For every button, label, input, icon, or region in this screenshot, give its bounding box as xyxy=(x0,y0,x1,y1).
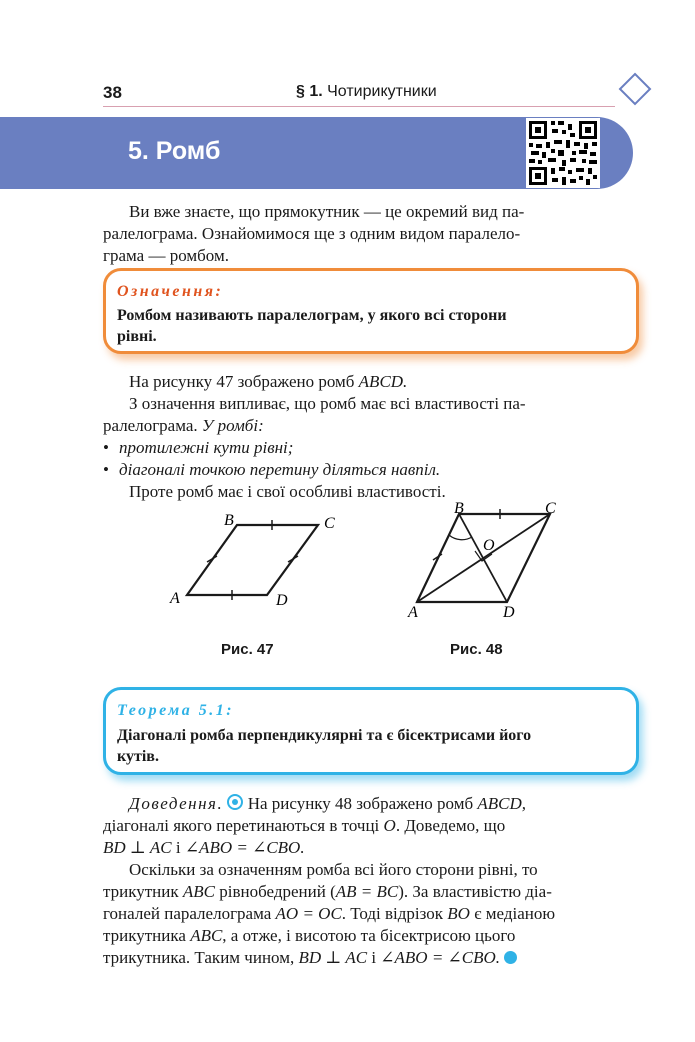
p2-l5-b: і xyxy=(367,948,381,967)
theorem-line-2: кутів. xyxy=(117,748,159,765)
proof-line-1-text: На рисунку 48 зображено ромб xyxy=(243,794,478,813)
running-head xyxy=(296,83,437,101)
definition-text xyxy=(117,305,627,347)
fig47-label-a: A xyxy=(170,590,180,607)
proof-line-3-math-2: ∠ABO = ∠CBO. xyxy=(184,838,305,857)
properties-paragraph xyxy=(103,371,639,503)
p2-l2-c: ). За властивістю діа- xyxy=(398,882,552,901)
diamond-icon xyxy=(618,72,652,106)
properties-line-1-text: На рисунку 47 зображено ромб xyxy=(129,372,359,391)
properties-line-end: Проте ромб має і свої особливі властивості. xyxy=(129,482,446,501)
bullet-item xyxy=(103,459,639,481)
p2-l5-m1: BD ⊥ AC xyxy=(298,948,368,967)
proof-line-2-math: O xyxy=(383,816,396,835)
definition-label: Означення: xyxy=(117,283,224,300)
proof-line-2-end: . Доведемо, що xyxy=(395,816,506,835)
figure-48 xyxy=(400,495,570,625)
bullet-icon: • xyxy=(103,438,109,457)
p2-l3-a: гоналей паралелограма xyxy=(103,904,276,923)
proof-p2-line-4 xyxy=(103,925,639,947)
page-title: 5. Ромб xyxy=(128,137,221,165)
p2-l3-c: є медіаною xyxy=(469,904,556,923)
p2-l3-b: . Тоді відрізок xyxy=(341,904,448,923)
p2-l4-b: , а отже, і висотою та бісектрисою цього xyxy=(222,926,516,945)
figure-47 xyxy=(160,505,350,615)
p2-l5-m2: ∠ABO = ∠CBO. xyxy=(380,948,501,967)
section-title: Чотирикутники xyxy=(327,83,437,100)
fig47-label-d: D xyxy=(276,592,288,609)
definition-line-2: рівні. xyxy=(117,328,157,345)
intro-paragraph xyxy=(103,201,639,267)
proof-line-1 xyxy=(103,793,639,815)
proof-line-3 xyxy=(103,837,639,859)
properties-line-2: З означення випливає, що ромб має всі властивості па- xyxy=(129,394,526,413)
proof-line-3-mid: і xyxy=(171,838,185,857)
proof-line-2 xyxy=(103,815,639,837)
section-prefix: § 1. xyxy=(296,83,323,100)
properties-line-1 xyxy=(103,371,639,393)
p2-l2-b: рівнобедрений ( xyxy=(215,882,336,901)
fig47-caption: Рис. 47 xyxy=(221,641,274,658)
bullet-icon: • xyxy=(103,460,109,479)
fig48-label-a: A xyxy=(408,604,418,621)
theorem-label: Теорема 5.1: xyxy=(117,702,235,719)
header-rule xyxy=(103,106,615,107)
fig47-label-c: C xyxy=(324,515,335,532)
theorem-text xyxy=(117,725,627,767)
fig48-label-c: C xyxy=(545,500,556,517)
p2-l4-m1: ABC xyxy=(190,926,223,945)
page-number: 38 xyxy=(103,83,122,102)
p2-l3-m2: BO xyxy=(447,904,470,923)
proof-p2-line-1: Оскільки за означенням ромба всі його сторони рівні, то xyxy=(129,860,538,879)
properties-line-3-a: ралелограма. xyxy=(103,416,202,435)
p2-l2-m2: AB = BC xyxy=(335,882,399,901)
p2-l3-m1: AO = OC xyxy=(275,904,342,923)
p2-l2-m1: ABC xyxy=(182,882,215,901)
fig47-label-b: B xyxy=(224,512,234,529)
proof-line-3-math-1: BD ⊥ AC xyxy=(103,838,172,857)
proof-p2-line-2 xyxy=(103,881,639,903)
p2-l4-a: трикутника xyxy=(103,926,191,945)
intro-line-1: Ви вже знаєте, що прямокутник — це окремий вид па- xyxy=(129,202,525,221)
proof-label: Доведення. xyxy=(129,794,224,813)
proof-line-1-math: ABCD, xyxy=(477,794,527,813)
properties-line-3 xyxy=(103,415,639,437)
fig48-label-b: B xyxy=(454,500,464,517)
proof-start-icon xyxy=(227,794,243,810)
proof-p2-line-3 xyxy=(103,903,639,925)
intro-line-2: ралелограма. Ознайомимося ще з одним видом паралело- xyxy=(103,224,521,243)
fig48-label-d: D xyxy=(503,604,515,621)
bullet-1-text: протилежні кути рівні; xyxy=(119,438,294,457)
properties-line-1-math: ABCD. xyxy=(358,372,408,391)
proof-end-icon xyxy=(504,951,517,964)
intro-line-3: грама — ромбом. xyxy=(103,246,229,265)
fig48-caption: Рис. 48 xyxy=(450,641,503,658)
fig48-label-o: O xyxy=(483,537,495,554)
proof-p2-line-5 xyxy=(103,947,639,969)
theorem-line-1: Діагоналі ромба перпендикулярні та є бісектрисами його xyxy=(117,727,532,744)
proof-paragraph xyxy=(103,793,639,969)
p2-l5-a: трикутника. Таким чином, xyxy=(103,948,299,967)
bullet-item xyxy=(103,437,639,459)
definition-line-1: Ромбом називають паралелограм, у якого всі сторони xyxy=(117,307,507,324)
bullet-2-text: діагоналі точкою перетину діляться навпіл. xyxy=(119,460,441,479)
properties-line-3-b: У ромбі: xyxy=(201,416,264,435)
proof-line-2-text: діагоналі якого перетинаються в точці xyxy=(103,816,384,835)
p2-l2-a: трикутник xyxy=(103,882,183,901)
qr-code-icon[interactable] xyxy=(526,118,600,188)
